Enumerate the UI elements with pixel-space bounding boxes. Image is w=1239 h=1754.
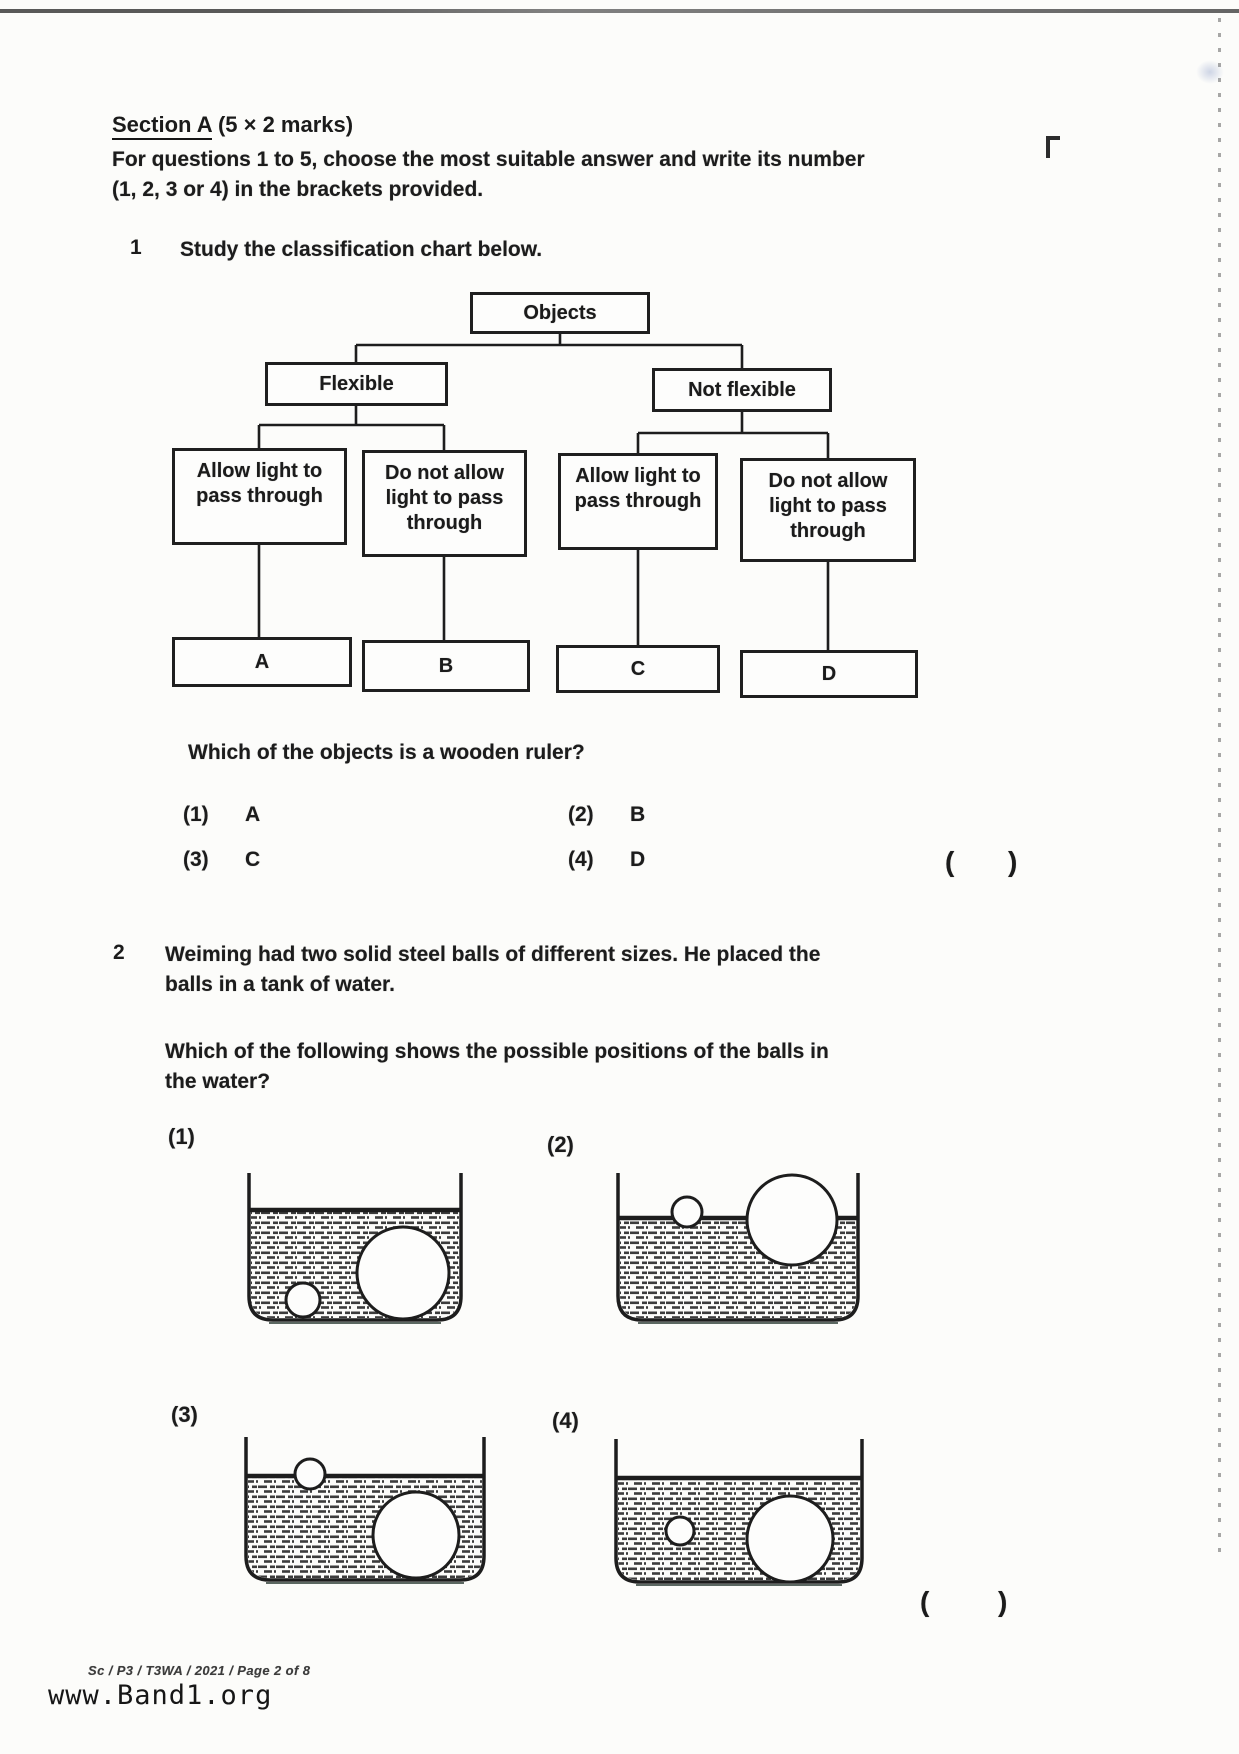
q1-option-3-label: C: [245, 848, 261, 871]
q1-option-4-number: (4): [568, 848, 594, 871]
q1-option-1: [183, 800, 260, 830]
q2-answer-bracket-open: (: [920, 1586, 930, 1617]
large-ball: [373, 1492, 459, 1578]
q1-option-4: [568, 845, 645, 875]
section-heading-underlined: Section A: [112, 112, 212, 140]
tank-figure-2-both-balls-floating: [612, 1170, 864, 1332]
q1-question: Which of the objects is a wooden ruler?: [188, 741, 585, 764]
scan-artifact-mark: [1046, 136, 1060, 158]
q2-option-4-number: (4): [552, 1408, 579, 1433]
chart-box-not-flexible-no-light: Do not allow light to pass through: [740, 458, 916, 562]
footer-watermark: www.Band1.org: [48, 1680, 273, 1711]
q2-answer-bracket-close: ): [998, 1586, 1008, 1617]
q2-option-1-number: (1): [168, 1124, 195, 1149]
q2-prompt-line-2: balls in a tank of water.: [165, 973, 395, 996]
q1-option-4-label: D: [630, 848, 646, 871]
small-ball: [295, 1459, 325, 1489]
chart-box-objects: Objects: [470, 292, 650, 334]
q1-prompt: Study the classification chart below.: [180, 238, 543, 261]
q2-option-2-number: (2): [547, 1132, 574, 1157]
q1-option-2-number: (2): [568, 803, 594, 826]
q1-number: 1: [130, 236, 142, 259]
q1-option-3-number: (3): [183, 848, 209, 871]
small-ball: [666, 1517, 694, 1545]
top-scan-line: [0, 9, 1239, 13]
small-ball: [672, 1197, 702, 1227]
chart-box-not-flexible: Not flexible: [652, 368, 832, 412]
chart-box-not-flexible-allow-light: Allow light to pass through: [558, 453, 718, 550]
small-ball: [286, 1283, 320, 1317]
q2-question: [165, 1037, 829, 1097]
section-instructions: [112, 145, 912, 205]
tank-figure-4-small-suspended-large-bottom: [610, 1436, 868, 1594]
large-ball: [357, 1227, 449, 1319]
classification-chart: [160, 285, 940, 705]
chart-box-leaf-b: B: [362, 640, 530, 692]
chart-box-flexible-no-light: Do not allow light to pass through: [362, 450, 527, 557]
large-ball: [747, 1175, 837, 1265]
section-heading-marks: (5 × 2 marks): [211, 112, 354, 137]
q2-number: 2: [113, 941, 125, 964]
chart-box-leaf-c: C: [556, 645, 720, 693]
chart-box-flexible: Flexible: [265, 362, 448, 406]
q2-question-line-2: the water?: [165, 1070, 271, 1093]
q1-option-2-label: B: [630, 803, 646, 826]
instructions-line-2: (1, 2, 3 or 4) in the brackets provided.: [112, 178, 484, 201]
q1-option-2: [568, 800, 645, 830]
q1-option-1-label: A: [245, 803, 261, 826]
chart-box-flexible-allow-light: Allow light to pass through: [172, 448, 347, 545]
chart-box-leaf-d: D: [740, 650, 918, 698]
section-heading: [112, 112, 353, 138]
right-edge-scan-noise: [1218, 18, 1221, 1563]
q1-option-1-number: (1): [183, 803, 209, 826]
instructions-line-1: For questions 1 to 5, choose the most suitable answer and write its number: [112, 148, 865, 171]
tank-figure-1-both-balls-bottom: [243, 1170, 467, 1332]
tank-figure-3-small-floating-large-bottom: [240, 1434, 490, 1592]
q1-option-3: [183, 845, 260, 875]
scan-smudge: [1196, 60, 1224, 84]
q2-prompt-line-1: Weiming had two solid steel balls of different sizes. He placed the: [165, 943, 821, 966]
footer-doc-reference: Sc / P3 / T3WA / 2021 / Page 2 of 8: [88, 1663, 311, 1678]
q1-answer-bracket-close: ): [1008, 846, 1018, 877]
q2-prompt: [165, 940, 820, 1000]
q2-option-3-number: (3): [171, 1402, 198, 1427]
chart-box-leaf-a: A: [172, 637, 352, 687]
large-ball: [747, 1496, 833, 1582]
q1-answer-bracket-open: (: [945, 846, 955, 877]
q2-question-line-1: Which of the following shows the possible positions of the balls in: [165, 1040, 829, 1063]
